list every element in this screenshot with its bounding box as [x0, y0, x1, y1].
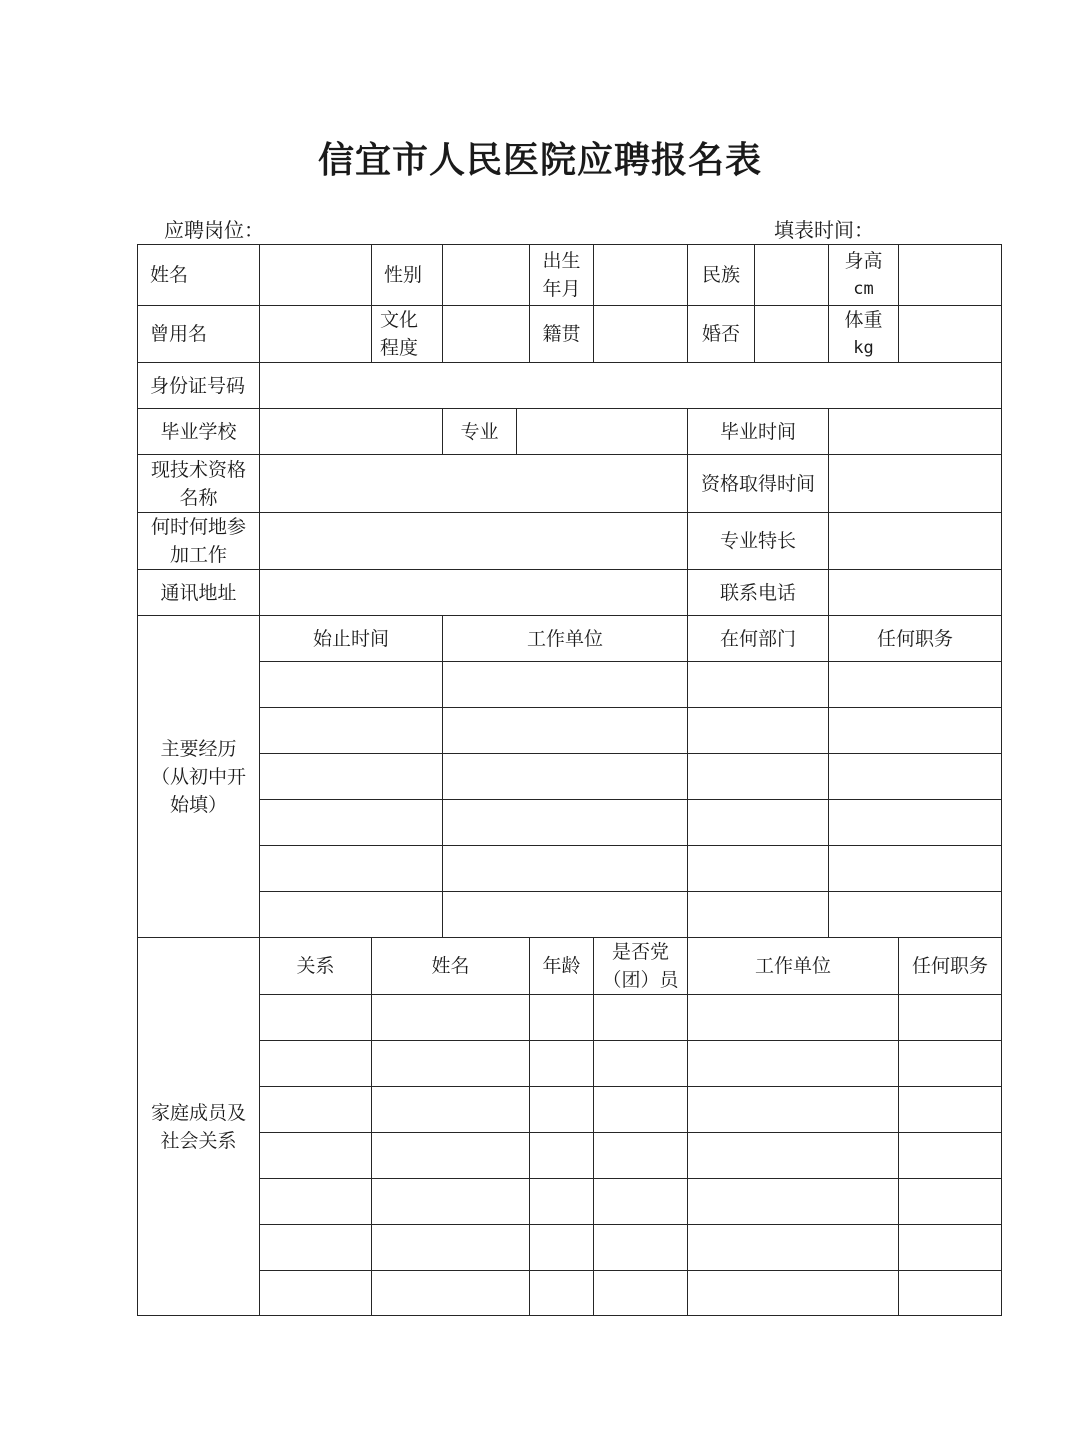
grid-line [137, 512, 1002, 513]
header-member-employer: 工作单位 [754, 955, 831, 977]
experience-label-line3: 始填） [169, 793, 227, 816]
grid-line [442, 615, 443, 937]
label-education-line2: 程度 [380, 337, 419, 359]
label-school: 毕业学校 [160, 420, 237, 443]
fill-date-label: 填表时间： [774, 218, 874, 242]
label-weight-line1: 体重 [844, 309, 883, 331]
family-label-line1: 家庭成员及 [150, 1101, 246, 1124]
grid-line [828, 408, 829, 615]
label-ethnicity: 民族 [701, 264, 740, 286]
grid-line [137, 569, 1002, 570]
position-label: 应聘岗位： [164, 218, 264, 242]
grid-line [137, 362, 1002, 363]
grid-line [1001, 244, 1002, 1316]
family-label-line2: 社会关系 [160, 1129, 237, 1152]
form-title: 信宜市人民医院应聘报名表 [317, 139, 762, 181]
label-work-start-line2: 加工作 [169, 544, 227, 566]
grid-line [259, 707, 1002, 708]
experience-section-label [138, 616, 259, 937]
label-specialty: 专业特长 [719, 530, 796, 552]
grid-line [593, 244, 594, 362]
grid-line [137, 1315, 1002, 1316]
label-education [372, 306, 442, 362]
grid-line [259, 244, 260, 1316]
header-party-line1: 是否党 [611, 941, 669, 963]
label-former-name: 曾用名 [150, 323, 208, 345]
grid-line [754, 244, 755, 362]
label-name: 姓名 [150, 264, 189, 286]
label-address: 通讯地址 [160, 581, 237, 604]
label-grad-date: 毕业时间 [719, 420, 796, 443]
label-qualification [138, 455, 259, 512]
header-member-position: 任何职务 [911, 955, 988, 977]
header-position: 任何职务 [876, 627, 953, 650]
label-work-start [138, 513, 259, 569]
label-height [829, 245, 898, 305]
grid-line [259, 845, 1002, 846]
label-phone: 联系电话 [719, 581, 796, 604]
grid-line [137, 408, 1002, 409]
experience-label-line1: 主要经历 [160, 737, 237, 760]
experience-label-line2: （从初中开 [150, 765, 246, 788]
label-birth-line1: 出生 [542, 250, 581, 272]
label-id-number: 身份证号码 [150, 374, 246, 397]
grid-line [828, 615, 829, 937]
header-party-member [594, 938, 687, 994]
label-birth-date [530, 245, 593, 305]
label-height-unit: cm [853, 279, 874, 299]
grid-line [259, 753, 1002, 754]
label-weight [829, 306, 898, 362]
label-qual-line2: 名称 [179, 486, 218, 509]
header-party-line2: （团）员 [602, 969, 679, 991]
header-department: 在何部门 [719, 627, 796, 650]
label-education-line1: 文化 [380, 309, 419, 331]
header-member-name: 姓名 [431, 955, 470, 977]
grid-line [259, 799, 1002, 800]
label-native-place: 籍贯 [542, 323, 581, 345]
label-qual-line1: 现技术资格 [150, 458, 246, 481]
grid-line [259, 891, 1002, 892]
grid-line [259, 661, 1002, 662]
label-birth-line2: 年月 [542, 278, 581, 300]
header-relation: 关系 [296, 955, 335, 977]
header-period: 始止时间 [312, 627, 389, 650]
grid-line [137, 454, 1002, 455]
label-height-line1: 身高 [844, 250, 883, 272]
label-gender: 性别 [384, 264, 423, 286]
header-age: 年龄 [542, 955, 581, 977]
label-qual-date: 资格取得时间 [700, 472, 815, 495]
grid-line [516, 408, 517, 454]
label-major: 专业 [460, 420, 499, 443]
label-weight-unit: kg [853, 338, 874, 358]
header-employer: 工作单位 [526, 627, 603, 650]
grid-line [898, 244, 899, 362]
grid-line [442, 244, 443, 362]
label-marital-status: 婚否 [701, 323, 740, 345]
label-work-start-line1: 何时何地参 [150, 516, 246, 538]
family-section-label [138, 938, 259, 1315]
grid-line [687, 615, 688, 937]
